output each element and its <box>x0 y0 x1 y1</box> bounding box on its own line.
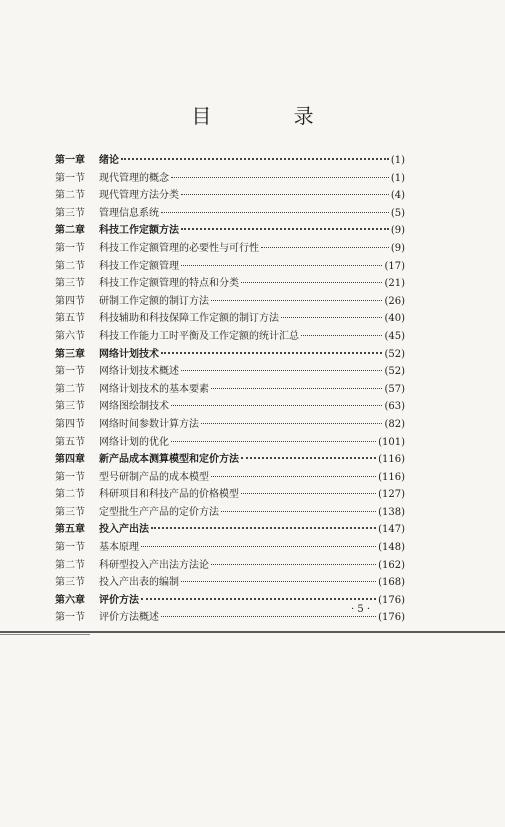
dot-leader <box>241 282 382 283</box>
toc-entry-title: 网络计划技术 <box>99 348 159 360</box>
toc-section-row <box>55 309 405 327</box>
toc-entry-title: 科研型投入产出法方法论 <box>99 559 209 571</box>
toc-entry-number: 第三节 <box>55 207 85 219</box>
dot-leader <box>161 616 376 617</box>
page-number: · 5 · <box>351 604 371 615</box>
toc-section-row <box>55 538 405 556</box>
toc-entry-page: (1) <box>390 155 405 166</box>
toc-section-row <box>55 485 405 503</box>
toc-entry-page: (127) <box>378 489 405 501</box>
toc-entry-page: (176) <box>378 594 405 606</box>
toc-entry-title: 科技工作定额管理的必要性与可行性 <box>99 242 259 254</box>
toc-section-row <box>55 362 405 380</box>
toc-entry-title: 科技工作能力工时平衡及工作定额的统计汇总 <box>99 330 299 342</box>
toc-section-row <box>55 204 405 222</box>
toc-entry-page: (9) <box>390 225 405 237</box>
toc-entry-number: 第一章 <box>55 155 85 166</box>
dot-leader <box>121 158 389 160</box>
toc-section-row <box>55 327 405 345</box>
toc-entry-number: 第六章 <box>55 594 85 606</box>
toc-section-row <box>55 433 405 451</box>
dot-leader <box>181 228 389 230</box>
toc-entry-title: 网络计划技术概述 <box>99 366 179 378</box>
toc-section-row <box>55 380 405 398</box>
toc-entry-number: 第四章 <box>55 454 85 466</box>
toc-entry-title: 投入产出表的编制 <box>99 577 179 589</box>
toc-entry-title: 现代管理的概念 <box>99 172 169 184</box>
toc-entry-title: 网络计划技术的基本要素 <box>99 383 209 395</box>
toc-section-row <box>55 556 405 574</box>
toc-entry-title: 评价方法概述 <box>99 612 159 624</box>
dot-leader <box>261 247 389 248</box>
toc-entry-page: (4) <box>390 190 405 202</box>
toc-entry-number: 第三节 <box>55 506 85 518</box>
toc-entry-title: 网络时间参数计算方法 <box>99 418 199 430</box>
toc-entry-page: (1) <box>390 172 405 184</box>
toc-entry-title: 科研项目和科技产品的价格模型 <box>99 489 239 501</box>
toc-entry-page: (138) <box>378 506 405 518</box>
toc-entry-page: (147) <box>378 524 405 536</box>
dot-leader <box>221 511 376 512</box>
toc-entry-title: 定型批生产产品的定价方法 <box>99 506 219 518</box>
toc-entry-number: 第四节 <box>55 418 85 430</box>
dot-leader <box>301 335 382 336</box>
toc-section-row <box>55 186 405 204</box>
toc-entry-number: 第二章 <box>55 225 85 237</box>
toc-entry-number: 第二节 <box>55 190 85 202</box>
toc-entry-number: 第三节 <box>55 401 85 413</box>
dot-leader <box>171 405 382 406</box>
toc-entry-title: 网络计划的优化 <box>99 436 169 448</box>
toc-entry-number: 第三节 <box>55 278 85 290</box>
toc-chapter-row <box>55 151 405 169</box>
toc-entry-number: 第一节 <box>55 542 85 554</box>
toc-entry-number: 第一节 <box>55 366 85 378</box>
toc-entry-number: 第一节 <box>55 242 85 254</box>
toc-entry-title: 现代管理方法分类 <box>99 190 179 202</box>
toc-chapter-row <box>55 450 405 468</box>
toc-entry-page: (63) <box>384 401 405 413</box>
toc-entry-number: 第三节 <box>55 577 85 589</box>
toc-section-row <box>55 397 405 415</box>
toc-entry-number: 第五节 <box>55 436 85 448</box>
toc-entry-page: (116) <box>378 471 405 483</box>
toc-entry-number: 第一节 <box>55 172 85 184</box>
toc-entry-page: (5) <box>390 207 405 219</box>
toc-entry-page: (26) <box>384 295 405 307</box>
toc-section-row <box>55 503 405 521</box>
toc-entry-page: (82) <box>384 418 405 430</box>
dot-leader <box>201 423 382 424</box>
dot-leader <box>181 581 376 582</box>
dot-leader <box>171 441 376 442</box>
toc-entry-title: 科技工作定额管理的特点和分类 <box>99 278 239 290</box>
toc-entry-page: (52) <box>384 366 405 378</box>
toc-section-row <box>55 274 405 292</box>
dot-leader <box>141 546 376 547</box>
toc-entry-title: 投入产出法 <box>99 524 149 536</box>
toc-entry-number: 第六节 <box>55 330 85 342</box>
toc-entry-number: 第二节 <box>55 559 85 571</box>
toc-entry-page: (148) <box>378 542 405 554</box>
toc-entry-number: 第二节 <box>55 383 85 395</box>
toc-entry-page: (176) <box>378 612 405 624</box>
toc-chapter-row <box>55 520 405 538</box>
toc-section-row <box>55 415 405 433</box>
dot-leader <box>151 527 376 529</box>
toc-entry-title: 科技工作定额管理 <box>99 260 179 272</box>
toc-entry-page: (162) <box>378 559 405 571</box>
toc-section-row <box>55 292 405 310</box>
toc-entry-number: 第五节 <box>55 313 85 325</box>
dot-leader <box>211 476 376 477</box>
table-of-contents <box>55 151 405 626</box>
toc-entry-page: (101) <box>378 436 405 448</box>
toc-entry-page: (9) <box>390 242 405 254</box>
toc-entry-page: (17) <box>384 260 405 272</box>
toc-section-row <box>55 468 405 486</box>
toc-entry-number: 第一节 <box>55 471 85 483</box>
toc-entry-number: 第五章 <box>55 524 85 536</box>
horizontal-rule <box>0 631 505 633</box>
toc-entry-number: 第二节 <box>55 260 85 272</box>
dot-leader <box>241 493 376 494</box>
toc-entry-page: (168) <box>378 577 405 589</box>
toc-entry-title: 网络图绘制技术 <box>99 401 169 413</box>
toc-section-row <box>55 169 405 187</box>
toc-entry-number: 第一节 <box>55 612 85 624</box>
toc-entry-page: (116) <box>378 454 405 466</box>
toc-entry-title: 绪论 <box>99 155 119 166</box>
toc-section-row <box>55 573 405 591</box>
toc-section-row <box>55 257 405 275</box>
toc-section-row <box>55 239 405 257</box>
toc-entry-page: (52) <box>384 348 405 360</box>
toc-entry-page: (57) <box>384 383 405 395</box>
dot-leader <box>181 194 389 195</box>
dot-leader <box>241 457 376 459</box>
dot-leader <box>281 317 382 318</box>
toc-chapter-row <box>55 345 405 363</box>
toc-entry-title: 基本原理 <box>99 542 139 554</box>
toc-entry-title: 科技辅助和科技保障工作定额的制订方法 <box>99 313 279 325</box>
toc-entry-title: 科技工作定额方法 <box>99 225 179 237</box>
toc-entry-title: 型号研制产品的成本模型 <box>99 471 209 483</box>
toc-entry-page: (40) <box>384 313 405 325</box>
toc-entry-page: (21) <box>384 278 405 290</box>
dot-leader <box>161 352 382 354</box>
dot-leader <box>211 564 376 565</box>
dot-leader <box>211 388 382 389</box>
toc-chapter-row <box>55 221 405 239</box>
dot-leader <box>181 370 382 371</box>
toc-entry-title: 评价方法 <box>99 594 139 606</box>
toc-entry-title: 新产品成本测算模型和定价方法 <box>99 454 239 466</box>
page-title: 目 录 <box>191 104 352 128</box>
dot-leader <box>161 212 389 213</box>
toc-entry-number: 第二节 <box>55 489 85 501</box>
toc-entry-page: (45) <box>384 330 405 342</box>
dot-leader <box>181 265 382 266</box>
toc-entry-number: 第三章 <box>55 348 85 360</box>
toc-entry-title: 研制工作定额的制订方法 <box>99 295 209 307</box>
horizontal-rule-short <box>0 634 90 635</box>
toc-entry-number: 第四节 <box>55 295 85 307</box>
toc-entry-title: 管理信息系统 <box>99 207 159 219</box>
dot-leader <box>141 598 376 600</box>
dot-leader <box>171 177 389 178</box>
dot-leader <box>211 300 382 301</box>
